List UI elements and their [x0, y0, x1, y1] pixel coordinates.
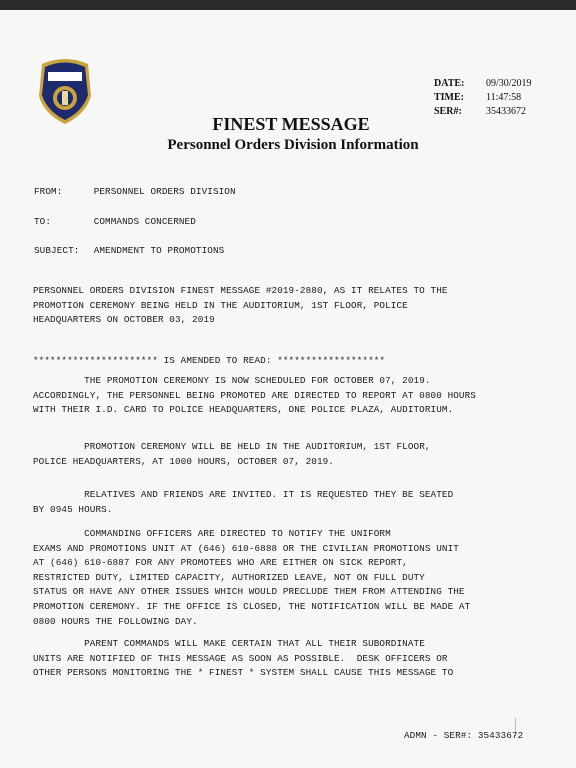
- from-label: FROM:: [34, 186, 63, 197]
- paragraph-commanding-officers: COMMANDING OFFICERS ARE DIRECTED TO NOTIFY THE UNIFORM EXAMS AND PROMOTIONS UNIT AT (646) 610-6888 OR THE CIVILIAN PROMOTIONS UNIT AT (646) 610-6887 FOR ANY PROMOTEES WHO ARE EITHER ON SICK REPORT, RESTRICTED DUTY, LIMITED CAPACITY, AUTHORIZED LEAVE, NOT ON FULL DUTY STATUS OR HAVE ANY OTHER ISSUES WHICH WOULD PRECLUDE THEM FROM ATTENDING THE PROMOTION CEREMONY. IF THE OFFICE IS CLOSED, THE NOTIFICATION WILL BE MADE AT 0800 HOURS THE FOLLOWING DAY.: [33, 528, 471, 627]
- document-subtitle: Personnel Orders Division Information: [167, 137, 419, 153]
- subject-value: AMENDMENT TO PROMOTIONS: [93, 245, 225, 256]
- admin-serial-footer: ADMN - SER#: 35433672: [404, 730, 524, 741]
- date-label: DATE:: [434, 77, 465, 89]
- paragraph-ceremony-location: PROMOTION CEREMONY WILL BE HELD IN THE AUDITORIUM, 1ST FLOOR, POLICE HEADQUARTERS, AT 1000 HOURS, OCTOBER 07, 2019.: [33, 441, 431, 467]
- to-label: TO:: [34, 216, 52, 227]
- date-value: 09/30/2019: [486, 77, 532, 89]
- amended-banner: ********************** IS AMENDED TO READ: *******************: [33, 355, 386, 366]
- to-line: [34, 216, 196, 227]
- date-row: [434, 76, 532, 90]
- message-meta: [434, 76, 532, 118]
- serial-value: 35433672: [486, 105, 526, 117]
- paragraph-relatives: RELATIVES AND FRIENDS ARE INVITED. IT IS REQUESTED THEY BE SEATED BY 0945 HOURS.: [33, 489, 454, 515]
- from-line: [34, 186, 236, 197]
- paragraph-parent-commands: PARENT COMMANDS WILL MAKE CERTAIN THAT ALL THEIR SUBORDINATE UNITS ARE NOTIFIED OF THIS MESSAGE AS SOON AS POSSIBLE. DESK OFFICERS OR OTHER PERSONS MONITORING THE * FINEST * SYSTEM SHALL CAUSE THIS MESSAGE TO: [33, 638, 454, 679]
- to-value: COMMANDS CONCERNED: [93, 216, 196, 227]
- intro-paragraph: PERSONNEL ORDERS DIVISION FINEST MESSAGE #2019-2880, AS IT RELATES TO THE PROMOTION CEREMONY BEING HELD IN THE AUDITORIUM, 1ST FLOOR, POLICE HEADQUARTERS ON OCTOBER 03, 2019: [33, 285, 448, 326]
- document-title: FINEST MESSAGE: [212, 114, 370, 134]
- serial-label: SER#:: [434, 105, 462, 117]
- from-value: PERSONNEL ORDERS DIVISION: [93, 186, 236, 197]
- time-row: [434, 90, 532, 104]
- time-label: TIME:: [434, 91, 464, 103]
- message-page: [0, 10, 576, 768]
- subject-label: SUBJECT:: [34, 245, 80, 256]
- paragraph-ceremony-date: THE PROMOTION CEREMONY IS NOW SCHEDULED FOR OCTOBER 07, 2019. ACCORDINGLY, THE PERSONNEL BEING PROMOTED ARE DIRECTED TO REPORT AT 0800 HOURS WITH THEIR I.D. CARD TO POLICE HEADQUARTERS, ONE POLICE PLAZA, AUDITORIUM.: [33, 375, 476, 416]
- time-value: 11:47:58: [486, 91, 522, 103]
- subject-line: [34, 245, 224, 256]
